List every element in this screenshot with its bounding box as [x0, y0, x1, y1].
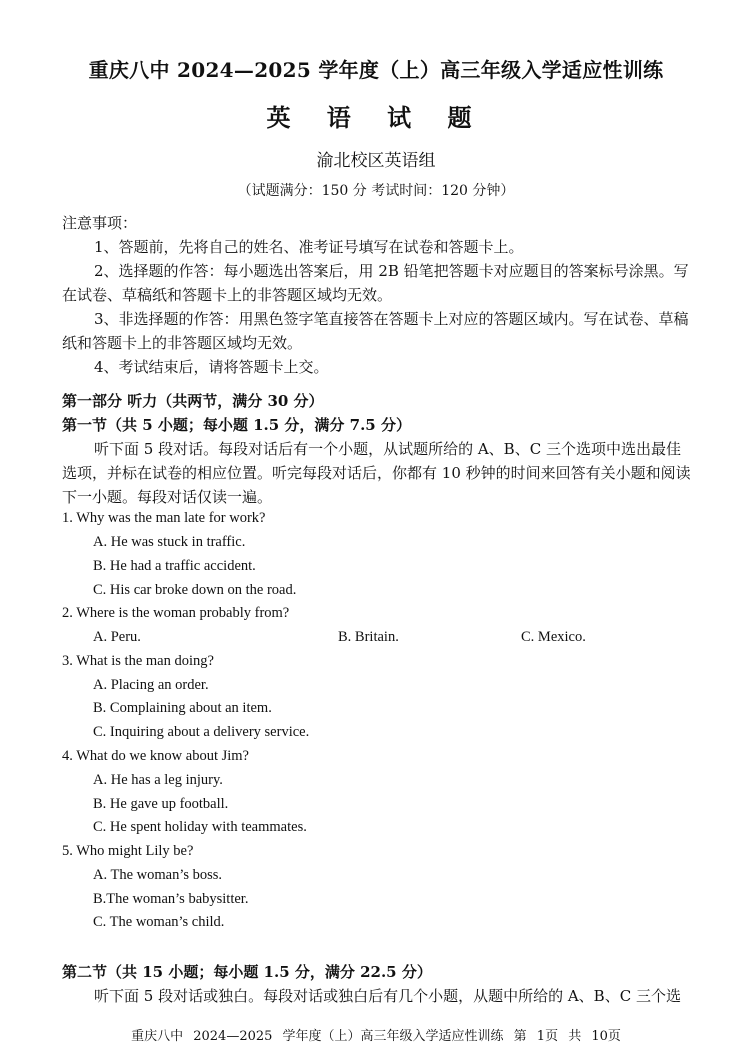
option-5b: B.The woman’s babysitter.: [93, 891, 249, 907]
option-2a: A. Peru.: [93, 629, 141, 645]
option-5c: C. The woman’s child.: [93, 914, 225, 930]
question-2: 2. Where is the woman probably from?: [62, 605, 290, 621]
question-5: 5. Who might Lily be?: [62, 843, 194, 859]
option-3c: C. Inquiring about a delivery service.: [93, 724, 310, 740]
subject-title: 英 语 试 题: [266, 103, 486, 132]
section1-heading: 第一节（共 5 小题；每小题 1.5 分，满分 7.5 分）: [62, 416, 411, 434]
campus-label: 渝北校区英语组: [316, 151, 436, 171]
section1-instructions-cont: 选项，并标在试卷的相应位置。听完每段对话后，你都有 10 秒钟的时间来回答有关小题和阅读: [62, 464, 691, 482]
exam-title: 重庆八中 2024—2025 学年度（上）高三年级入学适应性训练: [88, 58, 664, 82]
notice-heading: 注意事项：: [62, 214, 138, 232]
question-3: 3. What is the man doing?: [62, 653, 214, 669]
section1-instructions: 听下面 5 段对话。每段对话后有一个小题，从试题所给的 A、B、C 三个选项中选出最佳: [94, 440, 681, 458]
notice-item-3: 3、非选择题的作答：用黑色签字笔直接答在答题卡上对应的答题区域内。写在试卷、草稿: [94, 310, 689, 328]
notice-item-4: 4、考试结束后，请将答题卡上交。: [94, 358, 329, 376]
part1-heading: 第一部分 听力（共两节，满分 30 分）: [62, 392, 324, 410]
option-3b: B. Complaining about an item.: [93, 700, 272, 716]
option-5a: A. The woman’s boss.: [93, 867, 223, 883]
notice-item-2-cont: 在试卷、草稿纸和答题卡上的非答题区域均无效。: [62, 286, 393, 304]
option-3a: A. Placing an order.: [93, 677, 209, 693]
option-4a: A. He has a leg injury.: [93, 772, 223, 788]
exam-meta: （试题满分：150 分 考试时间：120 分钟）: [237, 183, 515, 199]
section1-instructions-cont: 下一小题。每段对话仅读一遍。: [62, 488, 273, 506]
page-footer: 重庆八中 2024—2025 学年度（上）高三年级入学适应性训练 第 1页 共 10页: [131, 1029, 621, 1044]
question-4: 4. What do we know about Jim?: [62, 748, 249, 764]
question-1: 1. Why was the man late for work?: [62, 510, 266, 526]
option-2b: B. Britain.: [338, 629, 399, 645]
notice-item-1: 1、答题前，先将自己的姓名、准考证号填写在试卷和答题卡上。: [94, 238, 524, 256]
option-2c: C. Mexico.: [521, 629, 586, 645]
notice-item-2: 2、选择题的作答：每小题选出答案后，用 2B 铅笔把答题卡对应题目的答案标号涂黑。写: [94, 262, 689, 280]
section2-heading: 第二节（共 15 小题；每小题 1.5 分，满分 22.5 分）: [62, 963, 432, 981]
option-1c: C. His car broke down on the road.: [93, 582, 297, 598]
option-4b: B. He gave up football.: [93, 796, 229, 812]
option-4c: C. He spent holiday with teammates.: [93, 819, 307, 835]
section2-instructions: 听下面 5 段对话或独白。每段对话或独白后有几个小题，从题中所给的 A、B、C 三个选: [94, 987, 681, 1005]
notice-item-3-cont: 纸和答题卡上的非答题区域均无效。: [62, 334, 303, 352]
option-1b: B. He had a traffic accident.: [93, 558, 256, 574]
option-1a: A. He was stuck in traffic.: [93, 534, 246, 550]
